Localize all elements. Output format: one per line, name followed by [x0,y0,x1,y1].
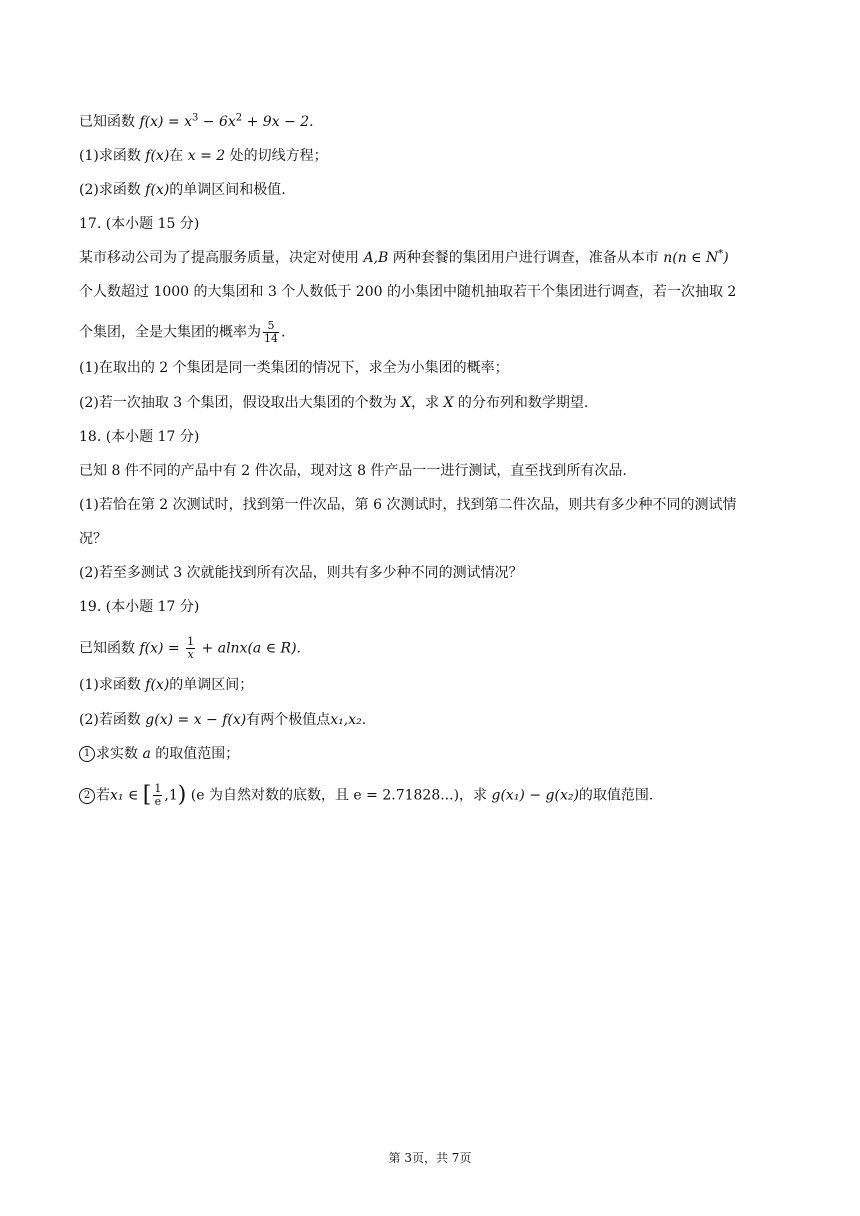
left-bracket: [ [142,782,152,808]
text: 两种套餐的集团用户进行调查，准备从本市 [388,250,664,266]
formula: g(x) = x − f(x) [145,712,247,728]
text: 的分布列和数学期望. [453,395,589,411]
p19-sub-question-2 [79,783,799,808]
p18-question-1-line-1: (1)若恰在第 2 次测试时，找到第一件次品，第 6 次测试时，找到第二件次品，则共有多少种不同的测试情 [79,497,737,513]
fraction-numerator: 1 [154,782,162,795]
text: (e 为自然对数的底数，且 e = 2.71828...)，求 [186,787,492,804]
formula: f(x) [145,182,170,198]
fraction-denominator: 14 [264,332,278,345]
formula: X [401,395,412,411]
text: 在 [169,148,188,164]
text: 的单调区间； [169,677,254,693]
fraction-numerator: 1 [187,635,195,648]
p19-question-1 [79,675,799,695]
p18-question-1-line-2: 况？ [79,531,107,547]
p19-question-2 [79,710,799,730]
text: (2)求函数 [79,182,146,198]
formula: X [443,395,454,411]
text: . [281,324,286,341]
formula: n(n ∈ N*) [663,248,729,266]
text: (2)若一次抽取 3 个集团，假设取出大集团的个数为 [79,395,402,411]
text: 某市移动公司为了提高服务质量，决定对使用 [79,250,364,266]
p17-question-1: (1)在取出的 2 个集团是同一类集团的情况下，求全为小集团的概率； [79,360,509,376]
p18-header: 18. (本小题 17 分) [79,429,200,445]
formula: + alnx(a ∈ R). [197,640,301,657]
fraction [186,636,195,661]
p17-header: 17. (本小题 15 分) [79,216,200,232]
formula: A,B [363,250,389,266]
p19-sub-question-1 [79,744,799,764]
formula: f(x) [145,677,170,693]
fraction-denominator: e [154,795,162,808]
formula: ,1 [164,787,178,804]
formula: g(x₁) − g(x₂) [491,787,579,804]
text: 的取值范围. [578,787,654,804]
text: . [361,712,367,728]
formula: $f(x) = x^3 - 6x^2 + 9x - 2$. [139,112,314,130]
p19-stem [79,636,799,661]
text: 个集团，全是大集团的概率为 [79,324,261,341]
formula: a [142,746,151,762]
formula: f(x) = [139,640,185,657]
text: (1)求函数 [79,677,146,693]
text: 处的切线方程； [225,148,328,164]
p16-stem [79,112,799,132]
text: (1)求函数 [79,148,146,164]
circled-number-1: 1 [79,746,95,762]
formula: x₁ ∈ [110,787,143,804]
p19-header: 19. (本小题 17 分) [79,599,200,615]
page-footer: 第 3页，共 7页 [388,1151,472,1165]
text: 已知函数 [79,640,140,657]
text: (2)若函数 [79,712,146,728]
fraction [263,320,279,345]
text: 的单调区间和极值. [169,182,286,198]
text: 的取值范围； [150,746,240,762]
text: 已知函数 [79,114,140,130]
text: ，求 [411,395,444,411]
text: 若 [96,787,110,804]
p17-stem-line-3 [79,320,799,345]
p16-question-2 [79,180,799,200]
formula: f(x) [145,148,170,164]
p17-question-2 [79,393,799,413]
p16-question-1 [79,146,799,166]
formula: x = 2 [187,148,226,164]
fraction-denominator: x [187,648,194,661]
p18-question-2: (2)若至多测试 3 次就能找到所有次品，则共有多少种不同的测试情况？ [79,565,523,581]
fraction-numerator: 5 [263,320,279,333]
fraction [153,783,162,808]
right-paren: ) [177,782,187,808]
text: 求实数 [96,746,143,762]
circled-number-2: 2 [79,788,95,804]
p17-stem-line-1 [79,248,799,268]
formula: x₁,x₂ [330,712,362,728]
p18-stem: 已知 8 件不同的产品中有 2 件次品，现对这 8 件产品一一进行测试，直至找到所有次品. [79,463,627,479]
text: 有两个极值点 [246,712,331,728]
p17-stem-line-2: 个人数超过 1000 的大集团和 3 个人数低于 200 的小集团中随机抽取若干个集团进行调查，若一次抽取 2 [79,284,737,300]
